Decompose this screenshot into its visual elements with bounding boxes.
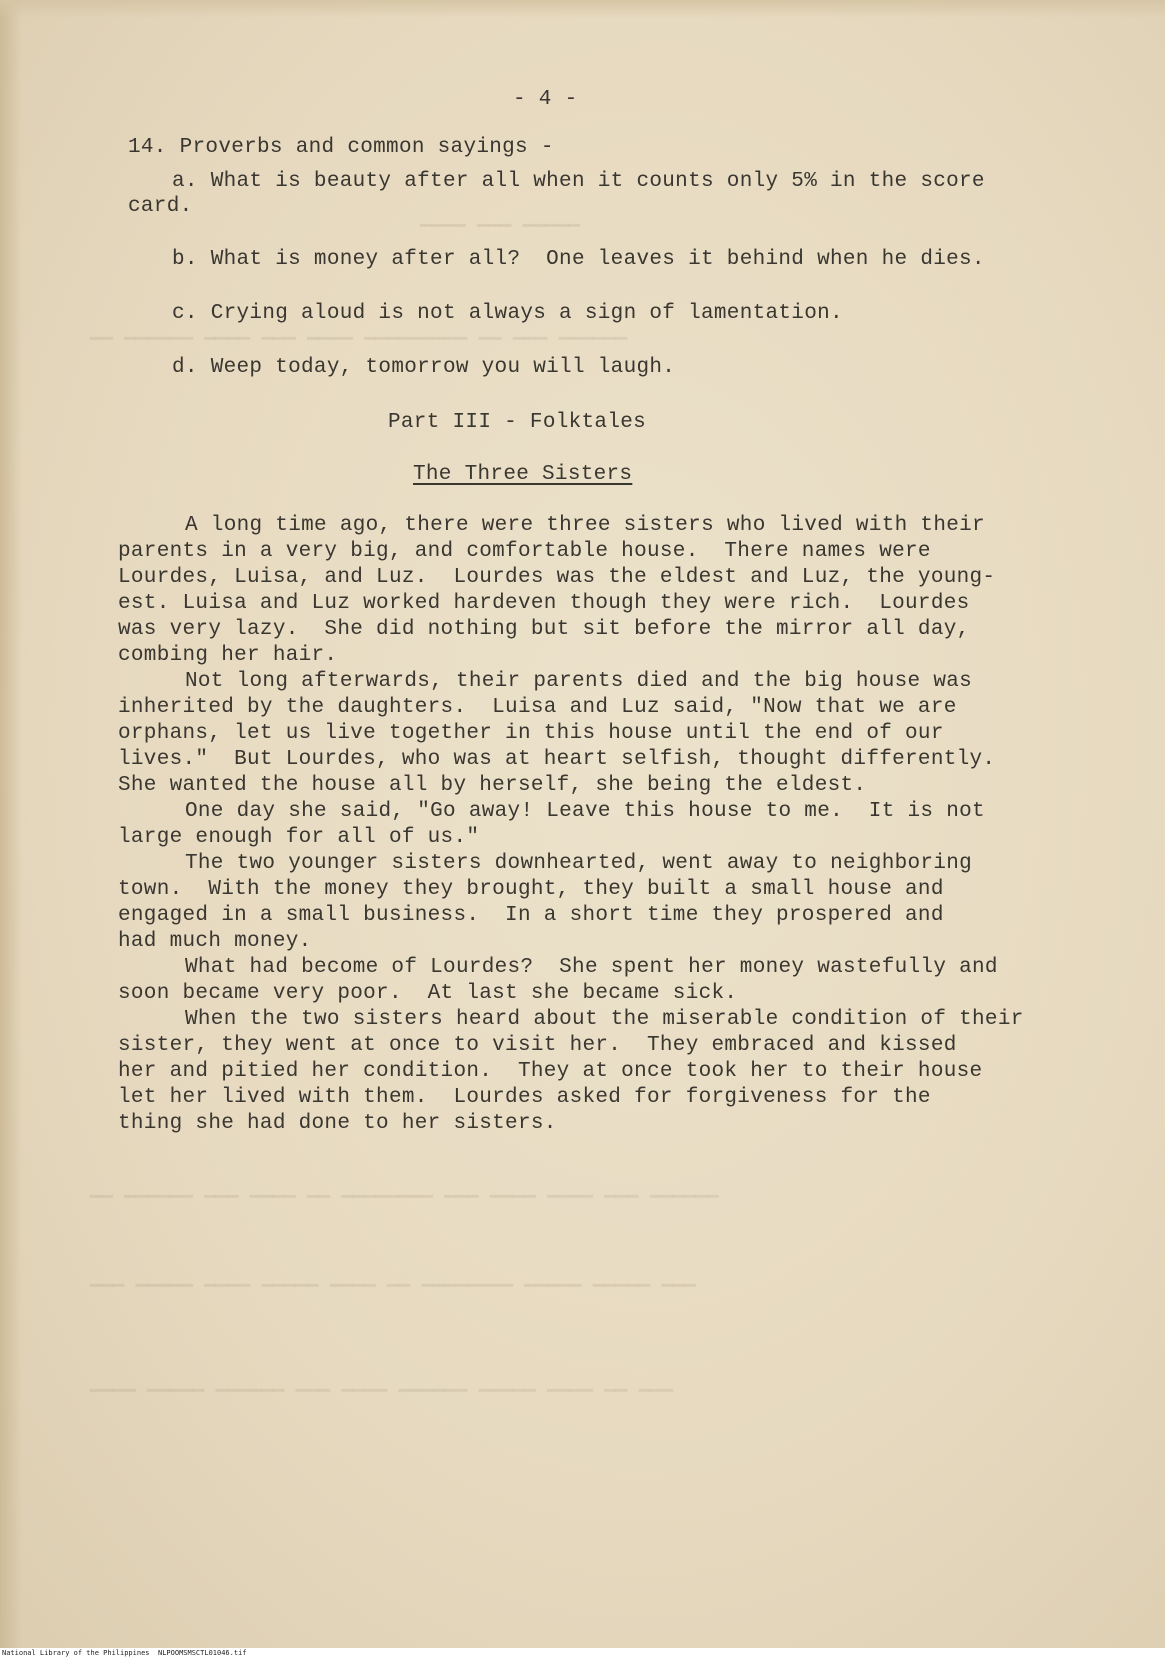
story-line: parents in a very big, and comfortable house. There names were [118,540,931,563]
proverb-d: d. Weep today, tomorrow you will laugh. [172,356,676,379]
proverb-b: b. What is money after all? One leaves it behind when he dies. [172,248,985,271]
bleed-through-block: ▁▁ ▁▁▁▁▁▁ ▁▁▁ ▁▁▁▁ ▁▁ ▁▁▁▁▁▁▁▁ ▁▁▁ ▁▁▁▁ ▁▁▁▁ ▁▁▁ ▁▁▁▁▁▁ [90,1177,719,1199]
bleed-through-block: ▁▁ ▁▁▁▁▁▁ ▁▁▁▁ ▁▁▁ ▁▁▁▁ ▁▁▁▁▁▁▁▁▁ ▁▁ ▁▁▁ ▁▁▁▁▁▁ [90,319,628,341]
story-line: was very lazy. She did nothing but sit before the mirror all day, [118,618,970,641]
footer-file-id: NLPOOMSMSCTL01046.tif [158,1649,247,1657]
story-line: Lourdes, Luisa, and Luz. Lourdes was the eldest and Luz, the young- [118,566,996,589]
story-line: She wanted the house all by herself, she being the eldest. [118,774,867,797]
story-line: inherited by the daughters. Luisa and Luz said, "Now that we are [118,696,957,719]
story-line: engaged in a small business. In a short time they prospered and [118,904,944,927]
story-line: The two younger sisters downhearted, went away to neighboring [185,852,973,875]
part-heading: Part III - Folktales [388,411,647,434]
story-line: lives." But Lourdes, who was at heart selfish, thought differently. [118,748,996,771]
story-line: thing she had done to her sisters. [118,1112,557,1135]
proverb-a-line-2: card. [128,195,193,218]
proverb-c: c. Crying aloud is not always a sign of lamentation. [172,302,843,325]
footer-library-name: National Library of the Philippines [2,1649,150,1657]
page-edge-shadow-left [0,0,22,1648]
proverb-a-line-1: a. What is beauty after all when it counts only 5% in the score [172,170,985,193]
story-line: What had become of Lourdes? She spent her money wastefully and [185,956,998,979]
story-line: large enough for all of us." [118,826,480,849]
story-line: A long time ago, there were three sisters who lived with their [185,514,985,537]
story-line: town. With the money they brought, they built a small house and [118,878,944,901]
page-number: - 4 - [513,88,578,111]
page-edge-shadow-top [0,0,1165,18]
story-line: When the two sisters heard about the miserable condition of their [185,1008,1024,1031]
story-line: let her lived with them. Lourdes asked for forgiveness for the [118,1086,931,1109]
story-title: The Three Sisters [413,463,633,486]
bleed-through-block: ▁▁▁▁ ▁▁▁▁▁ ▁▁▁▁▁▁ ▁▁▁ ▁▁▁▁ ▁▁▁▁▁▁ ▁▁▁▁▁ ▁▁▁▁ ▁▁ ▁▁▁ [90,1371,674,1393]
story-line: soon became very poor. At last she became sick. [118,982,738,1005]
story-line: One day she said, "Go away! Leave this house to me. It is not [185,800,985,823]
story-line: orphans, let us live together in this house until the end of our [118,722,944,745]
story-line: combing her hair. [118,644,338,667]
story-line: her and pitied her condition. They at once took her to their house [118,1060,983,1083]
bleed-through-block: ▁▁▁ ▁▁▁▁▁ ▁▁▁▁ ▁▁▁▁▁ ▁▁▁▁ ▁▁ ▁▁▁▁▁▁▁▁ ▁▁▁▁▁ ▁▁▁▁▁ ▁▁▁ [90,1266,696,1288]
proverbs-heading: 14. Proverbs and common sayings - [128,136,554,159]
story-line: sister, they went at once to visit her. They embraced and kissed [118,1034,957,1057]
story-line: est. Luisa and Luz worked hardeven though they were rich. Lourdes [118,592,970,615]
story-line: had much money. [118,930,312,953]
bleed-through-block: ▁▁▁▁ ▁▁▁ ▁▁▁▁▁ [420,206,581,228]
story-line: Not long afterwards, their parents died and the big house was [185,670,973,693]
